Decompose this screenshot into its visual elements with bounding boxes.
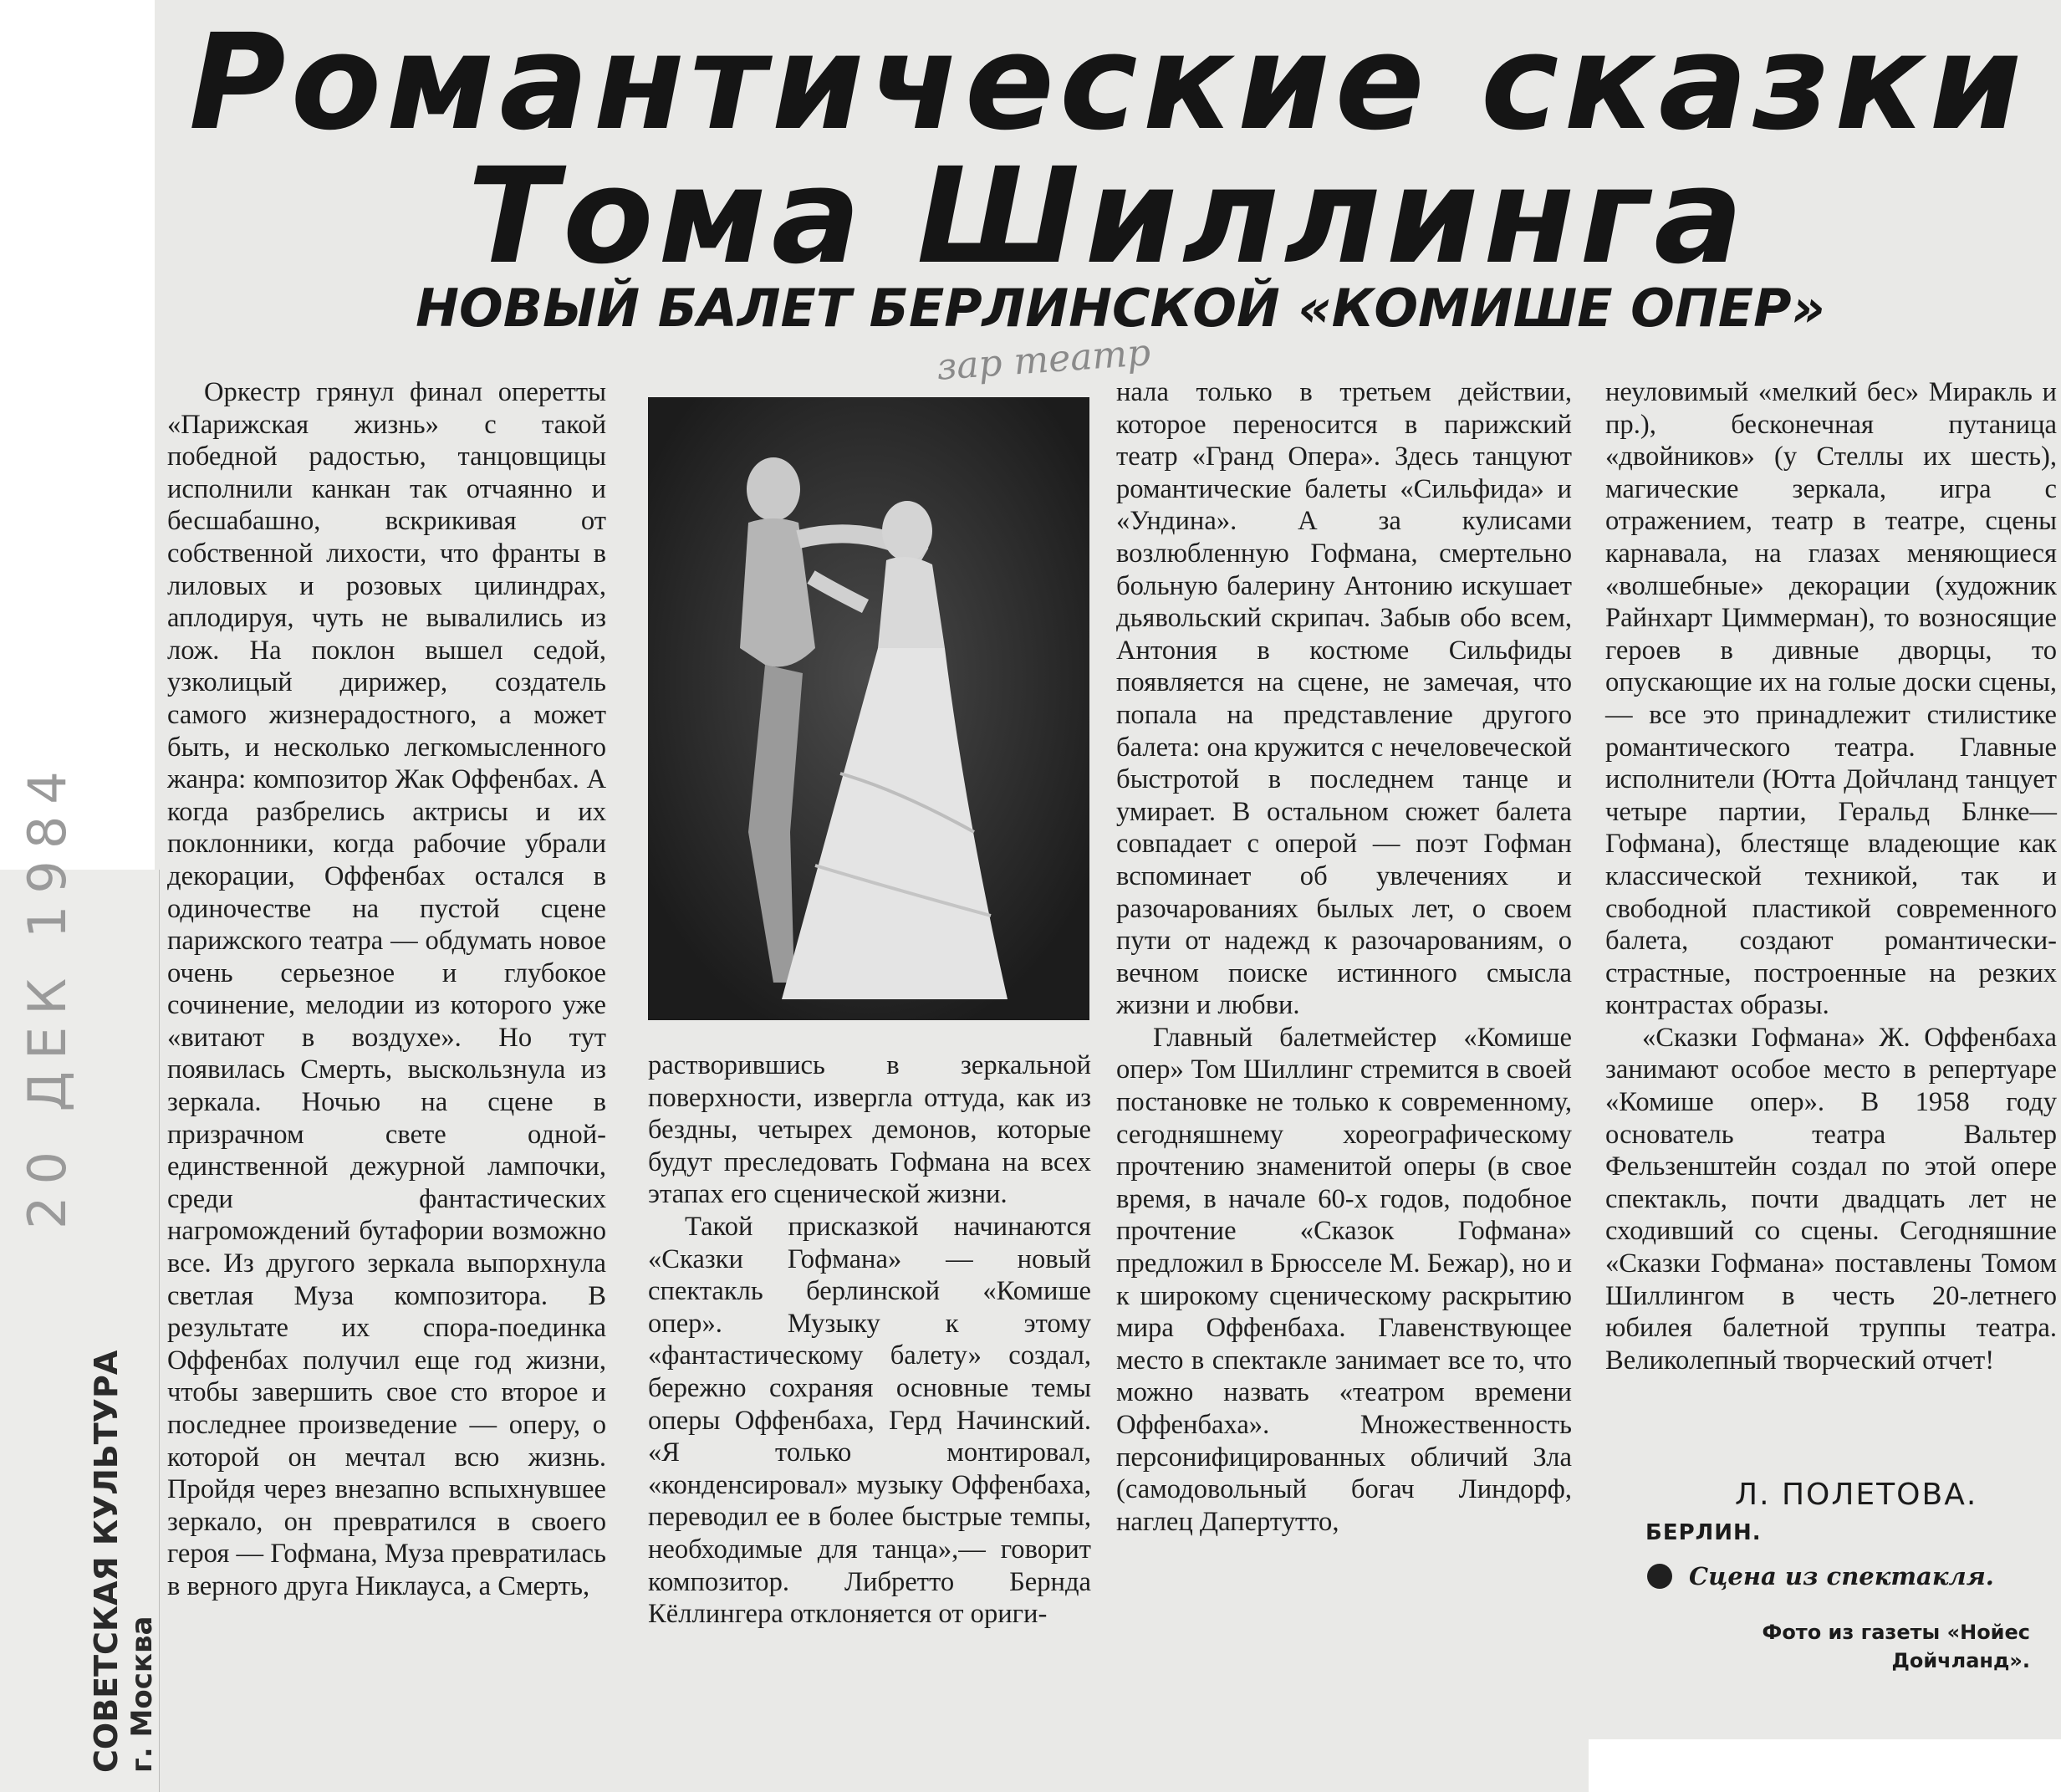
author-name: Л. ПОЛЕТОВА. <box>1735 1478 1978 1512</box>
caption-bullet-icon <box>1647 1564 1672 1589</box>
article-column-4 <box>1605 376 2057 1376</box>
paper-edge <box>1589 1739 2061 1792</box>
column-3-paragraph-1: нала только в третьем действии, которое переносится в парижский театр «Гранд Опера». Здесь танцуют романтические балеты «Сильфида» и «Ундина». А за кулисами возлюбленную Гофмана, смертельно больную балерину Антонию искушает дьявольский скрипач. Забыв обо всем, Антония в костюме Сильфиды появляется на сцене, не замечая, что попала на представление другого балета: она кружится с нечеловеческой быстротой в последнем танце и умирает. В остальном сюжет балета совпадает с оперой — поэт Гофман вспоминает об увлечениях и разочарованиях былых лет, о своем пути от надежд к разочарованиям, о вечном поиске истинного смысла жизни и любви. <box>1116 377 1572 1021</box>
photo-credit: Фото из газеты «Нойес Дойчланд». <box>1762 1621 2030 1672</box>
article-column-2 <box>648 1049 1091 1631</box>
dancers-illustration <box>648 397 1089 1020</box>
photo-caption: Сцена из спектакля. <box>1689 1562 1994 1590</box>
author-city: БЕРЛИН. <box>1645 1520 1762 1545</box>
column-3-paragraph-2: Главный балетмейстер «Комише опер» Том Шиллинг стремится в своей постановке не только к современному, сегодняшнему хореографическому прочтению знаменитой оперы (в свое время, в начале 60-х годов, подобное прочтение «Сказок Гофмана» предложил в Брюсселе М. Бежар), но и к широкому сценическому раскрытию мира Оффенбаха. Главенствующее место в спектакле занимает все то, что можно назвать «театром времени Оффенбаха». Множественность персонифицированных обличий Зла (самодовольный богач Линдорф, наглец Дапертутто, <box>1116 1022 1572 1537</box>
headline-line-2: Тома Шиллинга <box>467 140 1748 294</box>
column-4-paragraph-2: «Сказки Гофмана» Ж. Оффенбаха занимают особое место в репертуаре «Комише опер». В 1958 году основатель театра Вальтер Фельзенштейн создал по этой опере спектакль, почти двадцать лет не сходивший со сцены. Сегодняшние «Сказки Гофмана» поставлены Томом Шиллингом в честь 20-летнего юбилея балетной труппы театра. Великолепный творческий отчет! <box>1605 1022 2057 1376</box>
stamp-source: СОВЕТСКАЯ КУЛЬТУРА <box>88 1350 125 1773</box>
headline-line-1: Романтические сказки <box>188 6 2028 160</box>
ballet-photo <box>648 397 1089 1020</box>
column-4-paragraph-1: неуловимый «мелкий бес» Миракль и пр.), бесконечная путаница «двойников» (у Стеллы их шесть), магические зеркала, игра с отражением, театр в театре, сцены карнавала, на глазах меняющиеся «волшебные» декорации (художник Райнхарт Циммерман), то возносящие героев в дивные дворцы, то опускающие их на голые доски сцены,— все это принадлежит стилистике романтического театра. Главные исполнители (Ютта Дойчланд танцует четыре партии, Геральд Блнке—Гофмана), блестяще владеющие как классической техникой, так и свободной пластикой современного балета, создают романтически-страстные, построенные на резких контрастах образы. <box>1605 377 2057 1021</box>
column-2-paragraph-2: Такой присказкой начинаются «Сказки Гофмана» — новый спектакль берлинской «Комише опер». Музыку к этому «фантастическому балету» создал, бережно сохраняя основные темы оперы Оффенбаха, Герд Начинский. «Я только монтировал, «конденсировал» музыку Оффенбаха, переводил ее в более быстрые темпы, необходимые для танца»,— говорит композитор. Либретто Бернда Кёллингера отклоняется от ориги- <box>648 1211 1091 1630</box>
article-column-1 <box>167 376 606 1603</box>
column-1-paragraph-1: Оркестр грянул финал оперетты «Парижская жизнь» с такой победной радостью, танцовщицы исполнили канкан так отчаянно и бесшабашно, вскрикивая от собственной лихости, что франты в лиловых и розовых цилиндрах, аплодируя, чуть не вывалились из лож. На поклон вышел седой, узколицый дирижер, создатель самого жизнерадостного, а может быть, и несколько легкомысленного жанра: композитор Жак Оффенбах. А когда разбрелись актрисы и их поклонники, когда рабочие убрали декорации, Оффенбах остался в одиночестве на пустой сцене парижского театра — обдумать новое очень серьезное и глубокое сочинение, мелодии из которого уже «витают в воздухе». Но тут появилась Смерть, выскользнула из зеркала. Ночью на сцене в призрачном свете одной-единственной дежурной лампочки, среди фантастических нагромождений бутафории возможно все. Из другого зеркала выпорхнула светлая Муза композитора. В результате их спора-поединка Оффенбах получил еще год жизни, чтобы завершить свое сто второе и последнее произведение — оперу, о которой он мечтал всю жизнь. Пройдя через внезапно вспыхнувшее зеркало, он превратился в своего героя — Гофмана, Муза превратилась в верного друга Никлауса, а Смерть, <box>167 377 606 1601</box>
column-2-paragraph-1: растворившись в зеркальной поверхности, извергла оттуда, как из бездны, четырех демонов, которые будут преследовать Гофмана на всех этапах его сценической жизни. <box>648 1050 1091 1210</box>
handwritten-note: зар театр <box>935 331 1152 389</box>
stamp-date: 20 ДЕК 1984 <box>17 759 78 1229</box>
subheadline: НОВЫЙ БАЛЕТ БЕРЛИНСКОЙ «КОМИШЕ ОПЕР» <box>416 278 1825 339</box>
article-column-3 <box>1116 376 1572 1538</box>
stamp-city: г. Москва <box>125 1616 159 1773</box>
